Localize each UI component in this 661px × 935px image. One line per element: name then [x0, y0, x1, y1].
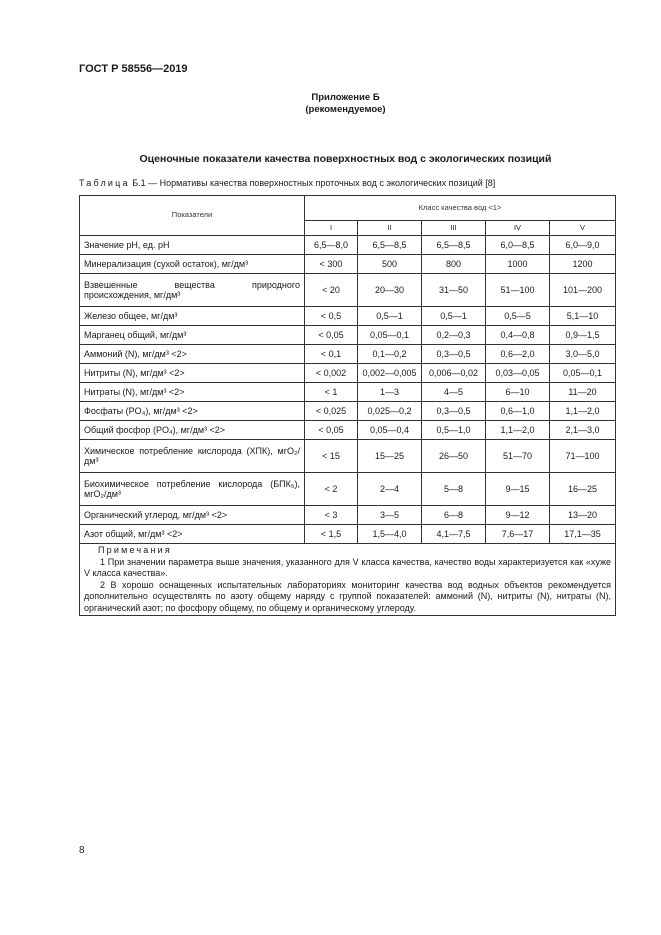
class-3-value: 4,1—7,5	[422, 525, 486, 544]
class-header-4: IV	[486, 221, 550, 236]
class-1-value: < 1	[305, 383, 358, 402]
class-2-value: 0,5—1	[358, 307, 422, 326]
class-5-value: 101—200	[550, 274, 616, 307]
table-caption	[79, 178, 495, 188]
class-5-value: 16—25	[550, 473, 616, 506]
class-4-value: 6—10	[486, 383, 550, 402]
class-1-value: < 0,1	[305, 345, 358, 364]
class-5-value: 1200	[550, 255, 616, 274]
indicator-name: Фосфаты (PO₄), мг/дм³ <2>	[80, 402, 305, 421]
class-1-value: < 0,05	[305, 421, 358, 440]
table-row	[80, 525, 616, 544]
class-2-value: 6,5—8,5	[358, 236, 422, 255]
class-header-5: V	[550, 221, 616, 236]
class-2-value: 1,5—4,0	[358, 525, 422, 544]
indicator-name: Аммоний (N), мг/дм³ <2>	[80, 345, 305, 364]
class-1-value: < 300	[305, 255, 358, 274]
indicator-name: Значение pH, ед. pH	[80, 236, 305, 255]
appendix-heading	[0, 92, 661, 116]
appendix-status: (рекомендуемое)	[305, 104, 386, 115]
class-3-value: 0,3—0,5	[422, 402, 486, 421]
class-1-value: < 15	[305, 440, 358, 473]
class-1-value: < 0,05	[305, 326, 358, 345]
appendix-title: Оценочные показатели качества поверхностных вод с экологических позиций	[139, 153, 552, 165]
class-2-value: 3—5	[358, 506, 422, 525]
class-4-value: 51—100	[486, 274, 550, 307]
class-3-value: 5—8	[422, 473, 486, 506]
note-2: 2 В хорошо оснащенных испытательных лабораториях мониторинг качества вод водных объектов рекомендуется дополнительно осуществлять по азоту общему наряду с группой показателей: аммоний (N), нитриты (N), нитраты (N), органический азот; по фосфору общему, по общему и органическому углероду.	[84, 579, 612, 613]
class-3-value: 0,5—1	[422, 307, 486, 326]
class-1-value: < 0,5	[305, 307, 358, 326]
class-5-value: 2,1—3,0	[550, 421, 616, 440]
table-header-row	[80, 196, 616, 221]
class-1-value: < 0,002	[305, 364, 358, 383]
class-1-value: < 20	[305, 274, 358, 307]
table-row	[80, 326, 616, 345]
class-5-value: 0,9—1,5	[550, 326, 616, 345]
class-2-value: 20—30	[358, 274, 422, 307]
table-notes	[80, 544, 616, 616]
indicator-name: Взвешенные вещества природного происхождения, мг/дм³	[80, 274, 305, 307]
class-header-2: II	[358, 221, 422, 236]
class-4-value: 0,5—5	[486, 307, 550, 326]
water-quality-table	[79, 195, 616, 616]
class-4-value: 51—70	[486, 440, 550, 473]
table-row	[80, 255, 616, 274]
indicator-name: Марганец общий, мг/дм³	[80, 326, 305, 345]
class-2-value: 15—25	[358, 440, 422, 473]
class-4-value: 0,4—0,8	[486, 326, 550, 345]
notes-row	[80, 544, 616, 616]
table-row	[80, 402, 616, 421]
table-row	[80, 236, 616, 255]
class-5-value: 13—20	[550, 506, 616, 525]
class-2-value: 2—4	[358, 473, 422, 506]
class-4-value: 0,6—2,0	[486, 345, 550, 364]
class-4-value: 1,1—2,0	[486, 421, 550, 440]
table-caption-text: Б.1 — Нормативы качества поверхностных проточных вод с экологических позиций [8]	[132, 178, 496, 188]
indicator-name: Органический углерод, мг/дм³ <2>	[80, 506, 305, 525]
indicator-name: Минерализация (сухой остаток), мг/дм³	[80, 255, 305, 274]
indicator-name: Нитраты (N), мг/дм³ <2>	[80, 383, 305, 402]
class-3-value: 0,5—1,0	[422, 421, 486, 440]
indicator-name: Азот общий, мг/дм³ <2>	[80, 525, 305, 544]
table-row	[80, 506, 616, 525]
note-1: 1 При значении параметра выше значения, указанного для V класса качества, качество воды характеризуется как «хуже V класса качества».	[84, 556, 612, 578]
table-row	[80, 345, 616, 364]
class-3-value: 31—50	[422, 274, 486, 307]
class-3-value: 0,3—0,5	[422, 345, 486, 364]
col-indicator-header: Показатели	[80, 196, 305, 236]
table-caption-label: Таблица	[79, 178, 130, 188]
class-1-value: < 0,025	[305, 402, 358, 421]
class-4-value: 0,6—1,0	[486, 402, 550, 421]
class-4-value: 0,03—0,05	[486, 364, 550, 383]
class-header-1: I	[305, 221, 358, 236]
class-1-value: < 3	[305, 506, 358, 525]
class-1-value: < 2	[305, 473, 358, 506]
class-3-value: 26—50	[422, 440, 486, 473]
table-row	[80, 364, 616, 383]
class-2-value: 0,05—0,1	[358, 326, 422, 345]
indicator-name: Железо общее, мг/дм³	[80, 307, 305, 326]
indicator-name: Химическое потребление кислорода (ХПК), мгО₂/дм³	[80, 440, 305, 473]
class-4-value: 1000	[486, 255, 550, 274]
class-1-value: < 1,5	[305, 525, 358, 544]
col-class-header: Класс качества вод <1>	[305, 196, 616, 221]
class-4-value: 7,6—17	[486, 525, 550, 544]
indicator-name: Общий фосфор (PO₄), мг/дм³ <2>	[80, 421, 305, 440]
class-3-value: 0,006—0,02	[422, 364, 486, 383]
class-4-value: 9—15	[486, 473, 550, 506]
class-2-value: 1—3	[358, 383, 422, 402]
class-3-value: 6,5—8,5	[422, 236, 486, 255]
class-1-value: 6,5—8,0	[305, 236, 358, 255]
class-5-value: 5,1—10	[550, 307, 616, 326]
indicator-name: Биохимическое потребление кислорода (БПК₅), мгО₂/дм³	[80, 473, 305, 506]
class-2-value: 0,025—0,2	[358, 402, 422, 421]
class-5-value: 71—100	[550, 440, 616, 473]
page-number: 8	[79, 845, 85, 856]
class-2-value: 0,002—0,005	[358, 364, 422, 383]
table-row	[80, 473, 616, 506]
class-2-value: 0,1—0,2	[358, 345, 422, 364]
table-row	[80, 274, 616, 307]
class-3-value: 800	[422, 255, 486, 274]
class-3-value: 4—5	[422, 383, 486, 402]
class-header-3: III	[422, 221, 486, 236]
class-2-value: 0,05—0,4	[358, 421, 422, 440]
class-5-value: 6,0—9,0	[550, 236, 616, 255]
notes-title: Примечания	[98, 545, 172, 555]
table-row	[80, 421, 616, 440]
table-row	[80, 383, 616, 402]
class-4-value: 9—12	[486, 506, 550, 525]
appendix-label: Приложение Б	[311, 92, 380, 103]
table-row	[80, 440, 616, 473]
class-3-value: 0,2—0,3	[422, 326, 486, 345]
class-4-value: 6,0—8,5	[486, 236, 550, 255]
indicator-name: Нитриты (N), мг/дм³ <2>	[80, 364, 305, 383]
class-5-value: 3,0—5,0	[550, 345, 616, 364]
class-2-value: 500	[358, 255, 422, 274]
table-row	[80, 307, 616, 326]
class-5-value: 17,1—35	[550, 525, 616, 544]
class-3-value: 6—8	[422, 506, 486, 525]
class-5-value: 11—20	[550, 383, 616, 402]
class-5-value: 0,05—0,1	[550, 364, 616, 383]
standard-designation: ГОСТ Р 58556—2019	[79, 63, 188, 75]
class-5-value: 1,1—2,0	[550, 402, 616, 421]
